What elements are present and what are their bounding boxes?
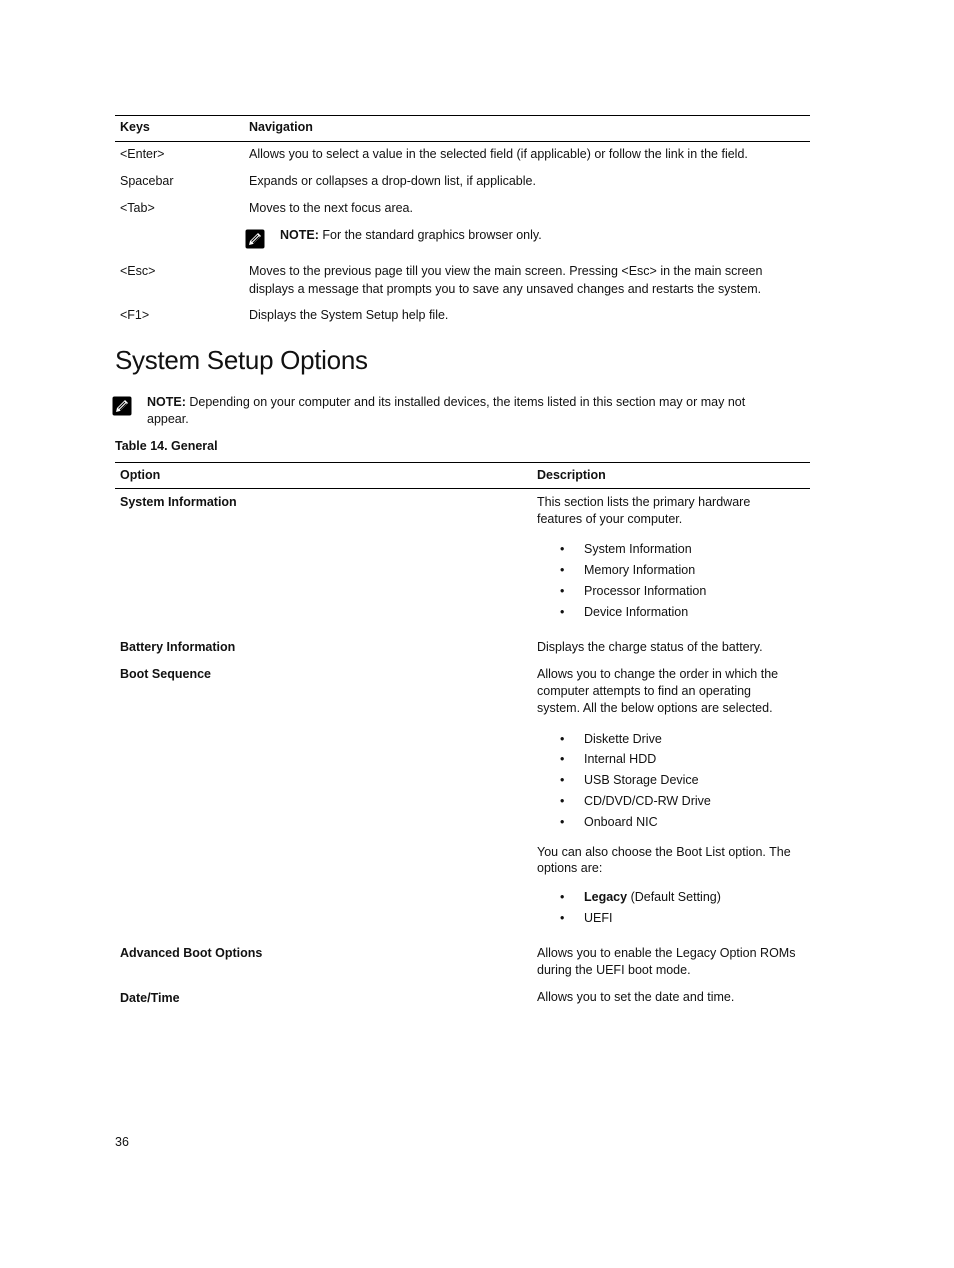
nav-table-top-rule	[115, 115, 810, 116]
list-item-label: Internal HDD	[584, 752, 657, 766]
table-caption: Table 14. General	[115, 439, 218, 453]
section-note-line2: appear.	[147, 412, 189, 426]
desc-advanced-boot-line2: during the UEFI boot mode.	[537, 963, 691, 977]
list-item-label: Memory Information	[584, 563, 696, 577]
list-item-label: System Information	[584, 542, 692, 556]
nav-key-spacebar: Spacebar	[120, 174, 174, 188]
boot-list-legacy-note: (Default Setting)	[627, 890, 721, 904]
desc-battery-information: Displays the charge status of the battery.	[537, 640, 763, 654]
note-pencil-icon	[245, 229, 265, 249]
desc-system-information-line1: This section lists the primary hardware	[537, 495, 751, 509]
nav-desc-esc-line2: displays a message that prompts you to save any unsaved changes and restarts the system.	[249, 282, 762, 296]
option-boot-sequence: Boot Sequence	[120, 667, 211, 681]
bullet-icon: •	[560, 542, 565, 556]
nav-header-navigation: Navigation	[249, 120, 313, 134]
nav-key-tab: <Tab>	[120, 201, 155, 215]
bullet-icon: •	[560, 584, 565, 598]
note-pencil-icon	[112, 396, 132, 416]
nav-desc-esc-line1: Moves to the previous page till you view the main screen. Pressing <Esc> in the main screen	[249, 264, 763, 278]
list-item-label: UEFI	[584, 911, 613, 925]
option-date-time: Date/Time	[120, 991, 180, 1005]
list-item-label: Onboard NIC	[584, 815, 658, 829]
bullet-icon: •	[560, 890, 565, 904]
bullet-icon: •	[560, 752, 565, 766]
desc-boot-list-line1: You can also choose the Boot List option. The	[537, 845, 791, 859]
nav-desc-enter: Allows you to select a value in the selected field (if applicable) or follow the link in the field.	[249, 147, 748, 161]
tab-note	[280, 227, 542, 244]
desc-boot-sequence-line1: Allows you to change the order in which the	[537, 667, 779, 681]
general-table-header-rule	[115, 488, 810, 489]
section-note-label: NOTE:	[147, 395, 186, 409]
nav-desc-tab: Moves to the next focus area.	[249, 201, 413, 215]
option-advanced-boot-options: Advanced Boot Options	[120, 946, 263, 960]
nav-desc-f1: Displays the System Setup help file.	[249, 308, 449, 322]
bullet-icon: •	[560, 732, 565, 746]
general-header-option: Option	[120, 468, 161, 482]
bullet-icon: •	[560, 794, 565, 808]
list-item-label	[584, 889, 721, 906]
nav-table-header-rule	[115, 141, 810, 142]
page-number: 36	[115, 1135, 129, 1149]
general-header-description: Description	[537, 468, 606, 482]
list-item-label: Processor Information	[584, 584, 707, 598]
nav-key-esc: <Esc>	[120, 264, 156, 278]
section-title: System Setup Options	[115, 345, 368, 375]
list-item-label: CD/DVD/CD-RW Drive	[584, 794, 711, 808]
option-battery-information: Battery Information	[120, 640, 236, 654]
nav-desc-spacebar: Expands or collapses a drop-down list, if applicable.	[249, 174, 536, 188]
desc-date-time: Allows you to set the date and time.	[537, 990, 735, 1004]
desc-system-information-line2: features of your computer.	[537, 512, 683, 526]
desc-boot-sequence-line2: computer attempts to find an operating	[537, 684, 752, 698]
desc-boot-list-line2: options are:	[537, 861, 603, 875]
general-table-top-rule	[115, 462, 810, 463]
tab-note-text: For the standard graphics browser only.	[318, 228, 542, 242]
nav-key-f1: <F1>	[120, 308, 150, 322]
boot-list-legacy: Legacy	[584, 890, 628, 904]
bullet-icon: •	[560, 815, 565, 829]
section-note-text: Depending on your computer and its installed devices, the items listed in this section may or may not	[185, 395, 746, 409]
list-item-label: Diskette Drive	[584, 732, 662, 746]
bullet-icon: •	[560, 773, 565, 787]
option-system-information: System Information	[120, 495, 237, 509]
tab-note-label: NOTE:	[280, 228, 319, 242]
list-item-label: Device Information	[584, 605, 689, 619]
desc-boot-sequence-line3: system. All the below options are selected.	[537, 701, 773, 715]
bullet-icon: •	[560, 911, 565, 925]
bullet-icon: •	[560, 605, 565, 619]
nav-header-keys: Keys	[120, 120, 150, 134]
list-item-label: USB Storage Device	[584, 773, 699, 787]
section-note-line1	[147, 394, 745, 411]
bullet-icon: •	[560, 563, 565, 577]
nav-key-enter: <Enter>	[120, 147, 165, 161]
desc-advanced-boot-line1: Allows you to enable the Legacy Option ROMs	[537, 946, 796, 960]
